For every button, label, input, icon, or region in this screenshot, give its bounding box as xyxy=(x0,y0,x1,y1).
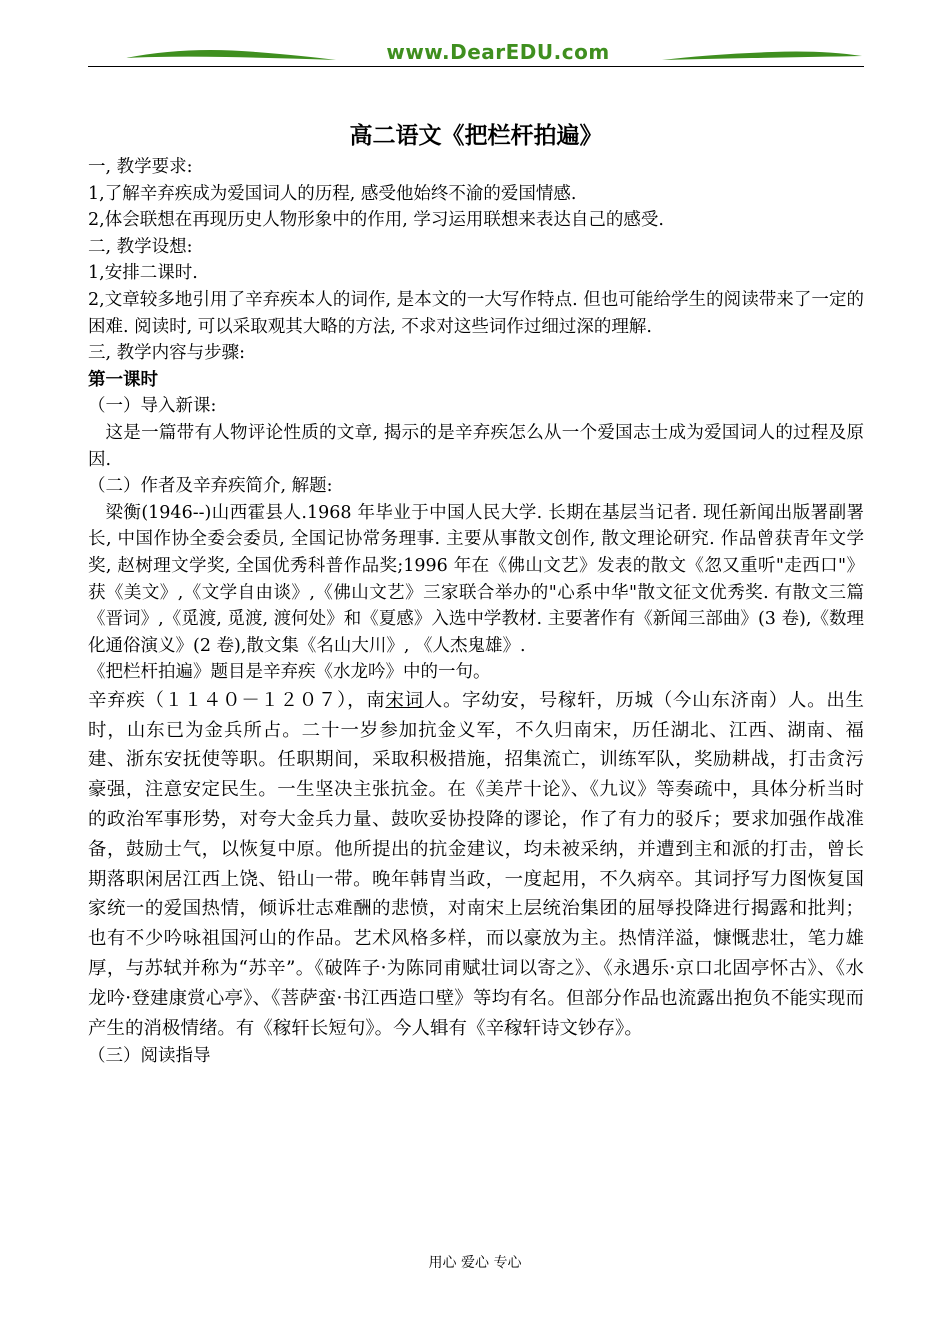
xin-qiji-bio xyxy=(88,686,864,1044)
section-heading-steps: 三, 教学内容与步骤: xyxy=(88,343,246,364)
step-3-heading: （三）阅读指导 xyxy=(88,1046,211,1067)
step-2-heading: （二）作者及辛弃疾简介, 解题: xyxy=(88,476,333,497)
xin-qiji-bio-intro: 辛弃疾（１１４０－１２０７），南 xyxy=(88,689,386,711)
step-1-heading: （一）导入新课: xyxy=(88,396,217,417)
step-1-body: 这是一篇带有人物评论性质的文章, 揭示的是辛弃疾怎么从一个爱国志士成为爱国词人的过程及原因. xyxy=(88,422,864,470)
document-title: 高二语文《把栏杆拍遍》 xyxy=(349,122,603,149)
site-logo: www.DearEDU.com xyxy=(386,40,610,64)
section-heading-requirements: 一, 教学要求: xyxy=(88,157,193,177)
title-source: 《把栏杆拍遍》题目是辛弃疾《水龙吟》中的一句。 xyxy=(88,662,491,683)
header-rule xyxy=(88,66,864,67)
document-body xyxy=(88,118,864,1070)
page-header xyxy=(88,38,864,68)
song-ci-link: 宋词 xyxy=(385,689,424,711)
xin-qiji-bio-text: 人。字幼安，号稼轩，历城（今山东济南）人。出生时，山东已为金兵所占。二十一岁参加抗金义军，不久归南宋，历任湖北、江西、湖南、福建、浙东安抚使等职。任职期间，采取积极措施，招集流亡，训练军队，奖励耕战，打击贪污豪强，注意安定民生。一生坚决主张抗金。在《美芹十论》、《九议》等奏疏中，具体分析当时的政治军事形势，对夸大金兵力量、鼓吹妥协投降的谬论，作了有力的驳斥；要求加强作战准备，鼓励士气，以恢复中原。他所提出的抗金建议，均未被采纳，并遭到主和派的打击，曾长期落职闲居江西上饶、铅山一带。晚年韩胄当政，一度起用，不久病卒。其词抒写力图恢复国家统一的爱国热情，倾诉壮志难酬的悲愤，对南宋上层统治集团的屈辱投降进行揭露和批判；也有不少吟咏祖国河山的作品。艺术风格多样，而以豪放为主。热情洋溢，慷慨悲壮，笔力雄厚，与苏轼并称为“苏辛”。《破阵子·为陈同甫赋壮词以寄之》、《永遇乐·京口北固亭怀古》、《水龙吟·登建康赏心亭》、《菩萨蛮·书江西造口壁》等均有名。但部分作品也流露出抱负不能实现而产生的消极情绪。有《稼轩长短句》。今人辑有《辛稼轩诗文钞存》。 xyxy=(88,689,864,1039)
page-footer: 用心 爱心 专心 xyxy=(428,1255,522,1271)
green-swoosh-left-icon xyxy=(126,48,336,62)
green-swoosh-right-icon xyxy=(662,48,862,62)
plan-1: 1,安排二课时. xyxy=(88,263,198,284)
lesson-1-heading: 第一课时 xyxy=(88,369,158,390)
requirement-1: 1,了解辛弃疾成为爱国词人的历程, 感受他始终不渝的爱国情感. xyxy=(88,183,577,204)
requirement-2: 2,体会联想在再现历史人物形象中的作用, 学习运用联想来表达自己的感受. xyxy=(88,210,664,231)
section-heading-plan: 二, 教学设想: xyxy=(88,236,193,257)
plan-2: 2,文章较多地引用了辛弃疾本人的词作, 是本文的一大写作特点. 但也可能给学生的阅读带来了一定的困难. 阅读时, 可以采取观其大略的方法, 不求对这些词作过细过深的理解. xyxy=(88,289,864,337)
author-bio: 梁衡(1946--)山西霍县人.1968 年毕业于中国人民大学. 长期在基层当记者. 现任新闻出版署副署长, 中国作协全委会委员, 全国记协常务理事. 主要从事散文创作, 散文理论研究. 作品曾获青年文学奖, 赵树理文学奖, 全国优秀科普作品奖;1996 年在《佛山文艺》发表的散文《忽又重听"走西口"》获《美文》,《文学自由谈》,《佛山文艺》三家联合举办的"心系中华"散文征文优秀奖. 有散文三篇《晋词》,《觅渡, 觅渡, 渡何处》和《夏感》入选中学教材. 主要著作有《新闻三部曲》(3 卷),《数理化通俗演义》(2 卷),散文集《名山大川》, 《人杰鬼雄》. xyxy=(88,502,864,656)
